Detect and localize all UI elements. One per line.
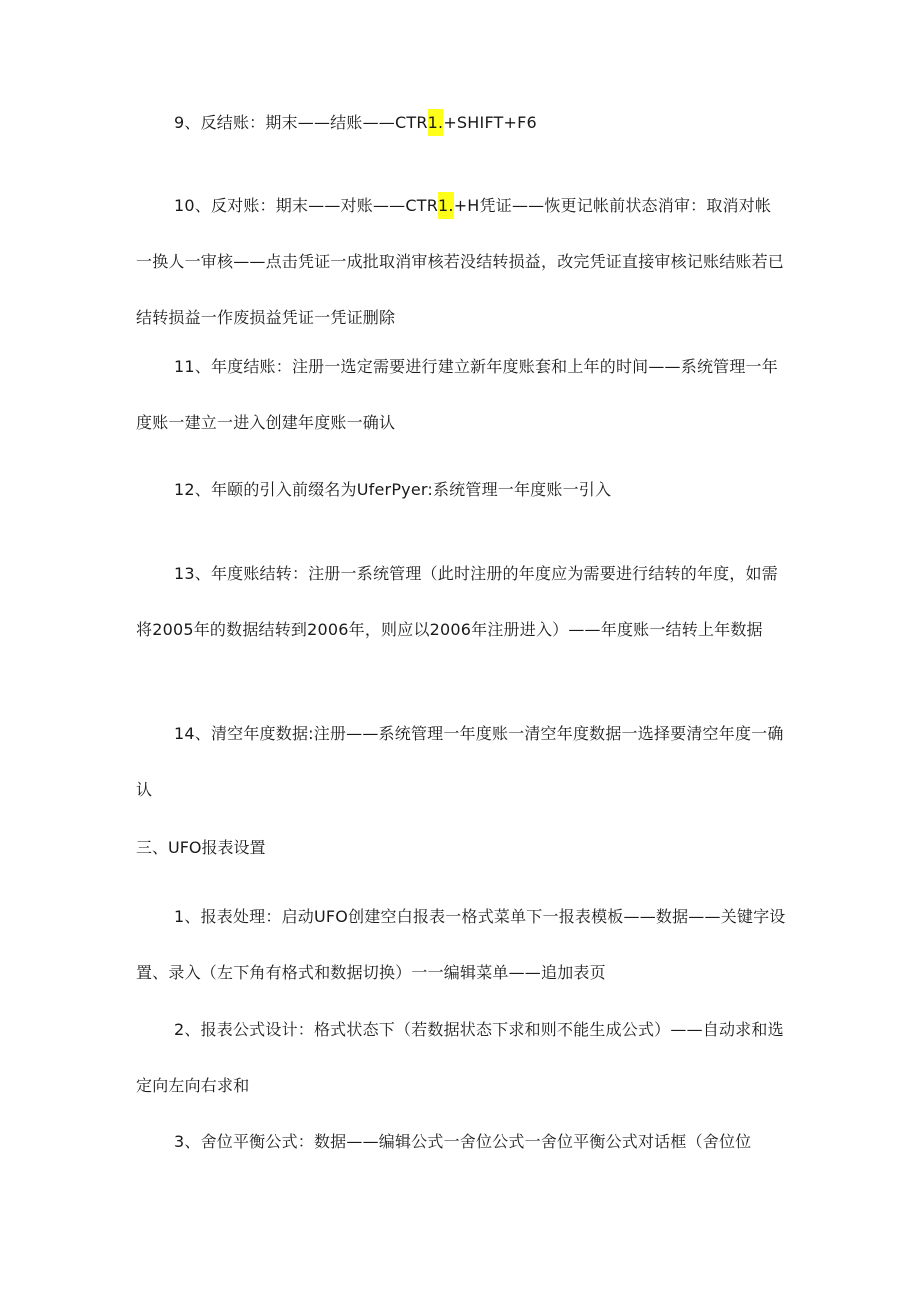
- paragraph-9: [136, 95, 786, 151]
- paragraph-10: [136, 178, 786, 346]
- highlight-mark: 1.: [428, 109, 444, 136]
- paragraph-11: 11、年度结账：注册一选定需要进行建立新年度账套和上年的时间——系统管理一年度账一建立一进入创建年度账一确认: [136, 357, 778, 432]
- section-paragraph-2: 2、报表公式设计：格式状态下（若数据状态下求和则不能生成公式）——自动求和选定向左向右求和: [136, 1020, 784, 1095]
- paragraph-10-text-end: +H凭证——恢更记帐前状态消审：取消对帐一换人一审核——点击凭证一成批取消审核若没结转损益，改完凭证直接审核记账结账若已结转损益一作废损益凭证一凭证删除: [136, 196, 785, 327]
- section-paragraph-3: 3、舍位平衡公式：数据——编辑公式一舍位公式一舍位平衡公式对话框（舍位位: [174, 1132, 752, 1151]
- paragraph-9-text: 9、反结账：期末——结账——CTR: [174, 113, 428, 132]
- paragraph-12: 12、年颐的引入前缀名为UferPyer:系统管理一年度账一引入: [174, 480, 612, 499]
- paragraph-9-text-end: +SHIFT+F6: [443, 113, 537, 132]
- paragraph-10-text: 10、反对账：期末——对账——CTR: [174, 196, 439, 215]
- paragraph-14: 14、清空年度数据:注册——系统管理一年度账一清空年度数据一选择要清空年度一确认: [136, 724, 784, 799]
- highlight-mark: 1.: [438, 192, 454, 219]
- section-heading: 三、UFO报表设置: [136, 838, 266, 857]
- section-paragraph-1: 1、报表处理：启动UFO创建空白报表一格式菜单下一报表模板——数据——关键字设置、录入（左下角有格式和数据切换）一一编辑菜单——追加表页: [136, 907, 786, 982]
- paragraph-13: 13、年度账结转：注册一系统管理（此时注册的年度应为需要进行结转的年度，如需将2005年的数据结转到2006年，则应以2006年注册进入）——年度账一结转上年数据: [136, 564, 778, 639]
